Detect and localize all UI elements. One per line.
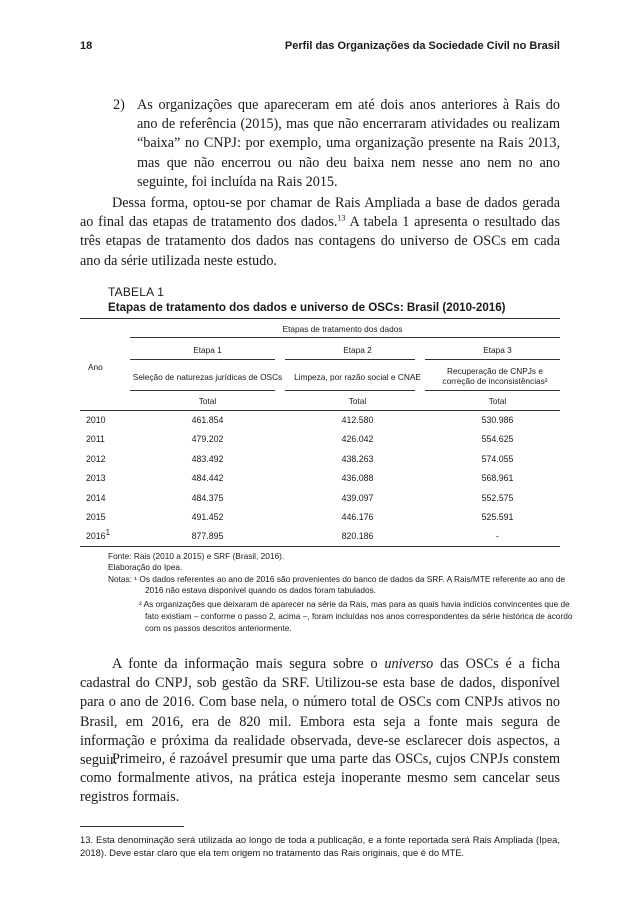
year-cell bbox=[86, 434, 126, 444]
etapa-3-cell: 530.986 bbox=[481, 415, 514, 425]
year-value: 2010 bbox=[86, 415, 106, 425]
etapa-3-cell: 554.625 bbox=[481, 434, 514, 444]
etapa-3-cell: 574.055 bbox=[481, 454, 514, 464]
year-cell bbox=[86, 528, 126, 541]
etapa-3-cell: 525.591 bbox=[481, 512, 514, 522]
table-top-rule bbox=[80, 318, 560, 319]
year-cell bbox=[86, 415, 126, 425]
table-label: TABELA 1 bbox=[108, 285, 165, 299]
paragraph-text: das OSCs é a ficha cadastral do CNPJ, sob gestão da SRF. Utilizou-se esta base de dados, disponível para o ano de 2016. Com base nela, o número total de OSCs com CNPJs ativos no Brasil, em 2016, era de 820 mil. Embora esta seja a fonte mais segura de informação e próxima da realidade observada, deve-se esclarecer dois aspectos, a seguir. bbox=[80, 656, 561, 769]
total-rule-2 bbox=[285, 390, 415, 391]
etapa-1-cell: 461.854 bbox=[191, 415, 224, 425]
stage-2-rule bbox=[285, 359, 415, 360]
paragraph-text: A fonte da informação mais segura sobre o bbox=[112, 656, 385, 672]
paragraph-text: A tabela 1 apresenta o resultado das três etapas de tratamento dos dados nas contagens do universo de OSCs em cada ano da série utilizada neste estudo. bbox=[80, 214, 560, 269]
note-2-line-2: fato existiam – conforme o passo 2, acima –, foram incluídas nos anos correspondentes da série histórica de acordo bbox=[145, 611, 573, 621]
footnote-13: 13. Esta denominação será utilizada ao longo de toda a publicação, e a fonte reportada será Rais Ampliada (Ipea, 2018). Deve estar claro que ela tem origem no tratamento das Rais originais, que é do MTE. bbox=[80, 834, 560, 858]
total-header-1: Total bbox=[198, 396, 217, 406]
table-note-2 bbox=[139, 599, 570, 610]
stage-1-description: Seleção de naturezas jurídicas de OSCs bbox=[132, 372, 283, 382]
page-number: 18 bbox=[80, 40, 93, 52]
note-1-mark: ¹ bbox=[134, 574, 138, 584]
stage-1-header: Etapa 1 bbox=[193, 345, 222, 355]
group-rule bbox=[130, 337, 560, 338]
notes-prefix: Notas: bbox=[108, 574, 135, 584]
year-value: 2016 bbox=[86, 531, 106, 541]
note-1-line-1: Os dados referentes ao ano de 2016 são provenientes do banco de dados da SRF. A Rais/MTE referente ao ano de bbox=[137, 574, 566, 584]
emphasis-universo: universo bbox=[384, 656, 434, 672]
total-rule-1 bbox=[130, 390, 275, 391]
total-header-2: Total bbox=[348, 396, 367, 406]
note-1-line-2: 2016 não estava disponível quando os dados foram tabulados. bbox=[145, 585, 377, 595]
etapa-1-cell: 484.442 bbox=[191, 473, 224, 483]
paragraph-text: Dessa forma, optou-se por chamar de Rais Ampliada a base de dados gerada ao final das etapas de tratamento dos dados. bbox=[80, 195, 560, 231]
etapa-3-cell: 552.575 bbox=[481, 493, 514, 503]
stage-3-rule bbox=[425, 359, 560, 360]
list-item-2 bbox=[80, 96, 560, 192]
stage-2-description: Limpeza, por razão social e CNAE bbox=[294, 372, 421, 382]
year-cell bbox=[86, 473, 126, 483]
note-2-line-1: As organizações que deixaram de aparecer na série da Rais, mas para as quais havia indícios convincentes que de bbox=[141, 599, 570, 609]
year-value: 2011 bbox=[86, 434, 105, 444]
etapa-2-cell: 412.580 bbox=[341, 415, 374, 425]
footnote-ref-13: 13 bbox=[337, 213, 346, 223]
year-value: 2014 bbox=[86, 493, 106, 503]
table-elaboration: Elaboração do Ipea. bbox=[108, 562, 183, 572]
table-bottom-rule bbox=[80, 546, 560, 547]
etapa-2-cell: 446.176 bbox=[341, 512, 374, 522]
stage-1-rule bbox=[130, 359, 275, 360]
etapa-2-cell: 820.186 bbox=[341, 531, 374, 541]
list-item-number: 2) bbox=[113, 97, 125, 113]
etapa-1-cell: 491.452 bbox=[191, 512, 224, 522]
etapa-2-cell: 426.042 bbox=[341, 434, 374, 444]
etapa-1-cell: 877.895 bbox=[191, 531, 224, 541]
total-rule-3 bbox=[425, 390, 560, 391]
year-value: 2012 bbox=[86, 454, 106, 464]
running-title: Perfil das Organizações da Sociedade Civil no Brasil bbox=[284, 40, 560, 52]
note-2-mark: ² bbox=[139, 599, 142, 609]
etapa-2-cell: 439.097 bbox=[341, 493, 374, 503]
table-title: Etapas de tratamento dos dados e universo de OSCs: Brasil (2010-2016) bbox=[108, 301, 506, 314]
etapa-2-cell: 436.088 bbox=[341, 473, 374, 483]
etapa-2-cell: 438.263 bbox=[341, 454, 374, 464]
etapa-1-cell: 483.492 bbox=[191, 454, 224, 464]
page-header bbox=[80, 40, 560, 56]
total-header-3: Total bbox=[488, 396, 507, 406]
year-cell bbox=[86, 493, 126, 503]
stage-3-description: Recuperação de CNPJs e correção de inconsistências² bbox=[442, 366, 548, 386]
year-cell bbox=[86, 512, 126, 522]
table-source: Fonte: Rais (2010 a 2015) e SRF (Brasil, 2016). bbox=[108, 551, 285, 561]
etapa-1-cell: 479.202 bbox=[191, 434, 224, 444]
year-value: 2015 bbox=[86, 512, 106, 522]
year-cell bbox=[86, 454, 126, 464]
etapa-3-cell: - bbox=[496, 531, 499, 541]
header-bottom-rule bbox=[80, 410, 560, 411]
footnote-rule bbox=[80, 826, 184, 827]
table-note-1 bbox=[108, 574, 565, 585]
ano-header: Ano bbox=[88, 362, 103, 372]
etapa-1-cell: 484.375 bbox=[191, 493, 224, 503]
note-2-line-3: com os passos descritos anteriormente. bbox=[145, 623, 292, 633]
paragraph-primeiro: Primeiro, é razoável presumir que uma parte das OSCs, cujos CNPJs constem como formalmente ativos, na prática esteja inoperante mesmo sem cancelar seus registros formais. bbox=[80, 751, 560, 806]
stage-2-header: Etapa 2 bbox=[343, 345, 372, 355]
list-item-text: As organizações que apareceram em até dois anos anteriores à Rais do ano de referência (2015), mas que não encerraram atividades ou realizam “baixa” no CNPJ: por exemplo, uma organização presente na Rais 2013, mas que não encerrou ou não deu baixa nem nesse ano nem no ano seguinte, foi incluída na Rais 2015. bbox=[137, 97, 560, 190]
etapa-3-cell: 568.961 bbox=[481, 473, 514, 483]
paragraph-rais-ampliada bbox=[80, 194, 560, 271]
group-header: Etapas de tratamento dos dados bbox=[282, 324, 403, 334]
year-value: 2013 bbox=[86, 473, 106, 483]
stage-3-header: Etapa 3 bbox=[483, 345, 512, 355]
year-footnote-mark: 1 bbox=[105, 528, 111, 538]
